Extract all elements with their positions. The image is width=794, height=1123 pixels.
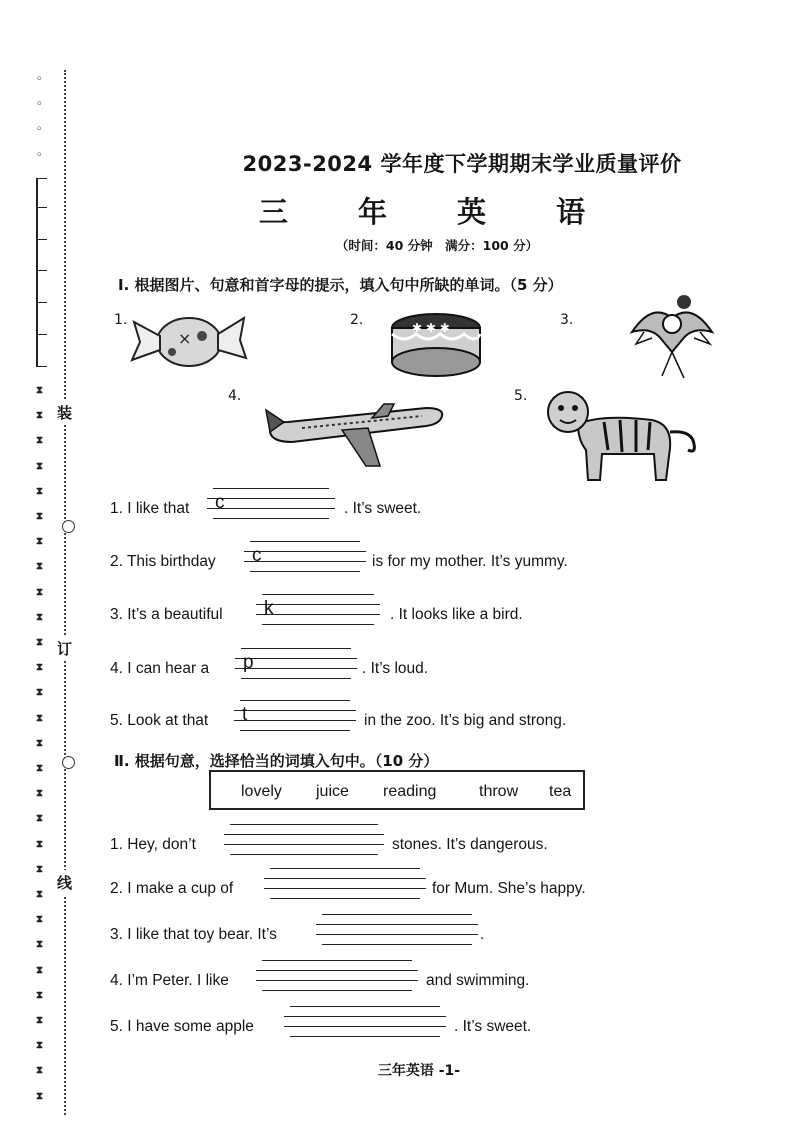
margin-mark: ⧗ [36,1040,43,1051]
page-footer: 三年英语 -1- [377,1063,461,1079]
answer-blank[interactable] [256,594,380,634]
margin-mark: ⧗ [36,839,43,850]
writing-rule [256,970,418,971]
margin-mark: ⧗ [36,511,43,522]
word-bank-item: tea [549,783,572,800]
margin-tick [36,178,47,179]
question-text-after: stones. It’s dangerous. [392,836,548,853]
writing-rule [250,541,360,542]
margin-ring [62,756,75,769]
kite-icon [622,292,722,380]
section2-title: Ⅱ. 根据句意，选择恰当的词填入句中。（10 分） [114,752,439,770]
subject-title: 三 年 英 语 [258,195,616,229]
margin-mark: ⧗ [36,486,43,497]
exam-title: 2023-2024 学年度下学期期末学业质量评价 [242,152,682,176]
writing-rule [256,604,380,605]
margin-mark: ⧗ [36,385,43,396]
writing-rule [322,944,472,945]
margin-mark: ⧗ [36,763,43,774]
writing-rule [256,980,418,981]
writing-rule [284,1016,446,1017]
writing-rule [213,488,329,489]
answer-blank[interactable] [244,541,366,581]
margin-label-zhuang: 装 [57,400,72,425]
word-bank-item: juice [316,783,349,800]
answer-blank[interactable] [234,700,356,740]
margin-mark: ⧗ [36,612,43,623]
writing-rule [241,678,351,679]
time-info: （时间：40 分钟 满分：100 分） [335,238,539,253]
writing-rule [270,868,420,869]
plane-icon [262,398,446,470]
initial-letter: k [264,598,274,619]
svg-text:×: × [178,329,192,348]
word-bank-item: reading [383,783,437,800]
margin-mark: ⧗ [36,461,43,472]
margin-mark: ⧗ [36,587,43,598]
margin-label-ding: 订 [57,636,72,661]
question-text-before: 5. I have some apple [110,1018,254,1035]
margin-mark: ⧗ [36,687,43,698]
picture-number: 3. [560,312,574,328]
writing-rule [322,914,472,915]
margin-mark: ◦ [36,150,42,161]
initial-letter: t [242,704,248,725]
writing-rule [234,720,356,721]
writing-rule [240,700,350,701]
margin-mark: ⧗ [36,738,43,749]
picture-number: 2. [350,312,364,328]
writing-rule [244,551,366,552]
margin-mark: ⧗ [36,1015,43,1026]
question-text-after: is for my mother. It’s yummy. [372,553,568,570]
writing-rule [244,561,366,562]
section1-title: Ⅰ. 根据图片、句意和首字母的提示，填入句中所缺的单词。（5 分） [118,276,563,294]
margin-mark: ⧗ [36,1091,43,1102]
writing-rule [241,648,351,649]
margin-mark: ⧗ [36,990,43,1001]
answer-blank[interactable] [235,648,357,688]
question-text-after: . It looks like a bird. [390,606,523,623]
margin-mark: ⧗ [36,864,43,875]
writing-rule [264,878,426,879]
question-text-after: . It’s sweet. [454,1018,532,1035]
margin-mark: ⧗ [36,1065,43,1076]
initial-letter: c [215,492,225,513]
answer-blank[interactable] [264,868,426,908]
writing-rule [230,854,378,855]
writing-rule [316,934,478,935]
question-text-before: 3. It’s a beautiful [110,606,223,623]
writing-rule [262,594,374,595]
answer-blank[interactable] [207,488,335,528]
margin-mark: ⧗ [36,536,43,547]
writing-rule [270,898,420,899]
margin-mark: ⧗ [36,914,43,925]
word-bank-item: lovely [241,783,282,800]
writing-rule [230,824,378,825]
margin-mark: ⧗ [36,410,43,421]
margin-tick [36,334,47,335]
question-text-before: 4. I’m Peter. I like [110,972,229,989]
writing-rule [207,498,335,499]
picture-number: 5. [514,388,528,404]
answer-blank[interactable] [256,960,418,1000]
answer-blank[interactable] [316,914,478,954]
margin-tick [36,366,47,367]
margin-tick [36,302,47,303]
margin-mark: ◦ [36,124,42,135]
question-text-before: 1. I like that [110,500,190,517]
writing-rule [284,1026,446,1027]
question-text-before: 2. This birthday [110,553,216,570]
writing-rule [224,844,384,845]
writing-rule [234,710,356,711]
margin-mark: ⧗ [36,637,43,648]
question-text-after: in the zoo. It’s big and strong. [364,712,567,729]
answer-blank[interactable] [284,1006,446,1046]
initial-letter: p [243,652,254,673]
margin-mark: ◦ [36,74,42,85]
cake-icon [388,308,484,380]
margin-mark: ⧗ [36,788,43,799]
writing-rule [256,614,380,615]
word-bank-item: throw [479,783,519,800]
margin-mark: ⧗ [36,813,43,824]
initial-letter: c [252,545,262,566]
margin-tick [36,270,47,271]
word-bank [209,770,585,810]
writing-rule [290,1006,440,1007]
margin-mark: ⧗ [36,939,43,950]
question-text-before: 5. Look at that [110,712,209,729]
writing-rule [207,508,335,509]
question-text-before: 4. I can hear a [110,660,210,677]
question-text-after: for Mum. She’s happy. [432,880,586,897]
writing-rule [316,924,478,925]
writing-rule [290,1036,440,1037]
question-text-after: and swimming. [426,972,530,989]
writing-rule [262,624,374,625]
writing-rule [224,834,384,835]
writing-rule [250,571,360,572]
question-text-after: . It’s sweet. [344,500,422,517]
margin-mark: ⧗ [36,561,43,572]
question-text-before: 1. Hey, don’t [110,836,196,853]
question-text-after: . It’s loud. [362,660,429,677]
answer-blank[interactable] [224,824,384,864]
picture-number: 1. [114,312,128,328]
candy-icon [130,306,248,378]
question-text-before: 2. I make a cup of [110,880,234,897]
margin-mark: ⧗ [36,965,43,976]
writing-rule [262,990,412,991]
margin-label-xian: 线 [57,870,72,895]
question-text-after: . [480,926,485,943]
tiger-icon [542,384,704,484]
margin-mark: ⧗ [36,435,43,446]
margin-mark: ⧗ [36,889,43,900]
picture-number: 4. [228,388,242,404]
writing-rule [264,888,426,889]
writing-rule [262,960,412,961]
writing-rule [240,730,350,731]
writing-rule [213,518,329,519]
margin-mark: ◦ [36,99,42,110]
margin-ring [62,520,75,533]
svg-text:✱ ✱ ✱: ✱ ✱ ✱ [412,321,450,335]
margin-mark: ⧗ [36,713,43,724]
question-text-before: 3. I like that toy bear. It’s [110,926,277,943]
margin-mark: ⧗ [36,662,43,673]
